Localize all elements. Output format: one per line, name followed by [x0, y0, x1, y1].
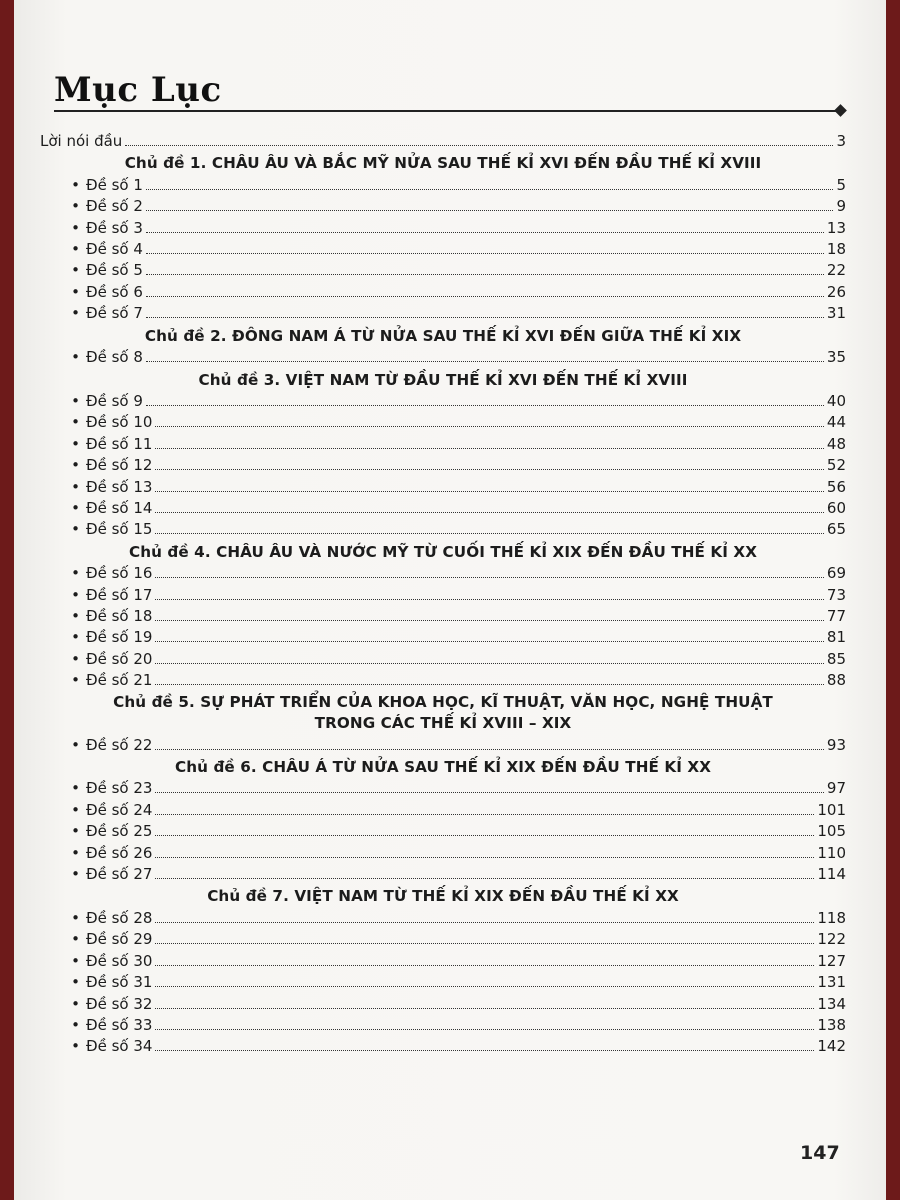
bullet-icon: •: [71, 994, 80, 1013]
toc-entry-label: Đề số 24: [86, 800, 153, 819]
toc-entry: [40, 347, 846, 368]
chapter-heading-line: Chủ đề 6. CHÂU Á TỪ NỬA SAU THẾ KỈ XIX ĐẾN ĐẦU THẾ KỈ XX: [174, 757, 712, 776]
bullet-icon: •: [71, 930, 80, 949]
toc-chapter-heading: [40, 756, 846, 779]
toc-entry-label: Đề số 15: [86, 520, 153, 539]
toc-entry-page: 52: [826, 456, 846, 475]
bullet-icon: •: [71, 779, 80, 798]
toc-entry-page: 101: [817, 800, 846, 819]
bullet-icon: •: [71, 628, 80, 647]
bullet-icon: •: [71, 348, 80, 367]
chapter-heading-line: Chủ đề 2. ĐÔNG NAM Á TỪ NỬA SAU THẾ KỈ XVI ĐẾN GIỮA THẾ KỈ XIX: [144, 326, 742, 345]
toc-entry-page: 142: [817, 1037, 846, 1056]
toc-entry-label: Đề số 32: [86, 994, 153, 1013]
toc-entry-page: 44: [826, 413, 846, 432]
toc-entry: [40, 908, 846, 929]
dot-leader: [155, 1017, 814, 1030]
bullet-icon: •: [71, 585, 80, 604]
book-page: [14, 0, 886, 1200]
toc-chapter-heading: [40, 325, 846, 348]
bullet-icon: •: [71, 261, 80, 280]
bullet-icon: •: [71, 822, 80, 841]
toc-entry: [40, 821, 846, 842]
toc-entry-page: 65: [826, 520, 846, 539]
bullet-icon: •: [71, 498, 80, 517]
toc-entry-label: Đề số 14: [86, 498, 153, 517]
toc-entry-page: 105: [817, 822, 846, 841]
toc-entry-page: 88: [826, 671, 846, 690]
dot-leader: [155, 737, 823, 750]
toc-entry-page: 56: [826, 477, 846, 496]
bullet-icon: •: [71, 649, 80, 668]
dot-leader: [155, 629, 823, 642]
toc-entry-label: Đề số 2: [86, 197, 143, 216]
dot-leader: [155, 974, 814, 987]
dot-leader: [155, 780, 823, 793]
toc-entry-page: 5: [836, 175, 846, 194]
toc-entry-label: Đề số 18: [86, 607, 153, 626]
toc-entry: [40, 563, 846, 584]
toc-entry: [40, 175, 846, 196]
toc-entry: [40, 649, 846, 670]
toc-entry-label: Đề số 7: [86, 304, 143, 323]
toc-chapter-heading: [40, 369, 846, 392]
toc-entry-page: 85: [826, 649, 846, 668]
toc-entry-label: Đề số 4: [86, 240, 143, 259]
dot-leader: [146, 220, 824, 233]
toc-entry-label: Đề số 31: [86, 973, 153, 992]
bullet-icon: •: [71, 735, 80, 754]
toc-entry-label: Đề số 13: [86, 477, 153, 496]
toc-entry-page: 3: [836, 132, 846, 150]
toc-entry: [40, 131, 846, 152]
bullet-icon: •: [71, 240, 80, 259]
bullet-icon: •: [71, 951, 80, 970]
dot-leader: [146, 262, 824, 275]
dot-leader: [155, 565, 823, 578]
toc-entry: [40, 498, 846, 519]
dot-leader: [155, 672, 823, 685]
dot-leader: [125, 133, 833, 146]
toc-entry-label: Đề số 22: [86, 735, 153, 754]
toc-entry-label: Đề số 17: [86, 585, 153, 604]
toc-entry-page: 110: [817, 843, 846, 862]
toc-entry: [40, 477, 846, 498]
dot-leader: [155, 587, 823, 600]
toc-entry: [40, 778, 846, 799]
bullet-icon: •: [71, 607, 80, 626]
chapter-heading-line: TRONG CÁC THẾ KỈ XVIII – XIX: [314, 714, 572, 733]
toc-entry-page: 31: [826, 304, 846, 323]
toc-entry: [40, 239, 846, 260]
toc-entry-page: 77: [826, 607, 846, 626]
book-cover-edge-left: [0, 0, 14, 1200]
chapter-heading-line: Chủ đề 1. CHÂU ÂU VÀ BẮC MỸ NỬA SAU THẾ KỈ XVI ĐẾN ĐẦU THẾ KỈ XVIII: [124, 154, 762, 173]
bullet-icon: •: [71, 800, 80, 819]
dot-leader: [155, 866, 814, 879]
book-cover-edge-right: [886, 0, 900, 1200]
toc-entry-page: 127: [817, 951, 846, 970]
toc-entry: [40, 282, 846, 303]
toc-entry-label: Đề số 34: [86, 1037, 153, 1056]
dot-leader: [155, 910, 814, 923]
dot-leader: [155, 436, 823, 449]
toc-entry-label: Đề số 9: [86, 392, 143, 411]
toc-entry-label: Đề số 16: [86, 564, 153, 583]
toc-entry-page: 131: [817, 973, 846, 992]
table-of-contents: [40, 131, 846, 1058]
dot-leader: [155, 823, 814, 836]
toc-entry: [40, 627, 846, 648]
toc-entry-page: 9: [836, 197, 846, 216]
dot-leader: [155, 500, 823, 513]
toc-entry: [40, 800, 846, 821]
dot-leader: [146, 349, 824, 362]
toc-entry-page: 48: [826, 434, 846, 453]
toc-entry-label: Đề số 19: [86, 628, 153, 647]
bullet-icon: •: [71, 413, 80, 432]
toc-entry: [40, 519, 846, 540]
bullet-icon: •: [71, 865, 80, 884]
dot-leader: [155, 996, 814, 1009]
bullet-icon: •: [71, 477, 80, 496]
toc-entry-label: Đề số 8: [86, 348, 143, 367]
toc-entry-label: Đề số 21: [86, 671, 153, 690]
dot-leader: [155, 802, 814, 815]
toc-chapter-heading: [40, 885, 846, 908]
bullet-icon: •: [71, 304, 80, 323]
toc-entry: [40, 864, 846, 885]
bullet-icon: •: [71, 282, 80, 301]
page-number: 147: [800, 1142, 840, 1164]
toc-entry: [40, 260, 846, 281]
toc-entry-label: Đề số 1: [86, 175, 143, 194]
toc-chapter-heading: [40, 541, 846, 564]
toc-entry: [40, 972, 846, 993]
dot-leader: [155, 845, 814, 858]
chapter-heading-line: Chủ đề 5. SỰ PHÁT TRIỂN CỦA KHOA HỌC, KĨ THUẬT, VĂN HỌC, NGHỆ THUẬT: [113, 692, 773, 711]
bullet-icon: •: [71, 197, 80, 216]
dot-leader: [155, 608, 823, 621]
toc-entry: [40, 670, 846, 691]
dot-leader: [146, 393, 824, 406]
toc-entry-page: 40: [826, 392, 846, 411]
title-rule: [54, 110, 842, 112]
toc-entry-page: 60: [826, 498, 846, 517]
toc-entry: [40, 1036, 846, 1057]
toc-chapter-heading: [40, 152, 846, 175]
bullet-icon: •: [71, 671, 80, 690]
toc-entry-page: 13: [826, 218, 846, 237]
dot-leader: [155, 1038, 814, 1051]
page-title: Mục Lục: [54, 70, 222, 110]
toc-entry-page: 97: [826, 779, 846, 798]
bullet-icon: •: [71, 218, 80, 237]
toc-entry-page: 134: [817, 994, 846, 1013]
toc-entry-label: Đề số 5: [86, 261, 143, 280]
bullet-icon: •: [71, 973, 80, 992]
toc-entry-page: 114: [817, 865, 846, 884]
toc-entry-label: Đề số 27: [86, 865, 153, 884]
dot-leader: [146, 241, 824, 254]
dot-leader: [146, 177, 834, 190]
bullet-icon: •: [71, 1037, 80, 1056]
toc-entry-label: Đề số 3: [86, 218, 143, 237]
toc-entry-label: Đề số 30: [86, 951, 153, 970]
toc-entry-page: 122: [817, 930, 846, 949]
toc-entry: [40, 196, 846, 217]
dot-leader: [155, 651, 823, 664]
dot-leader: [155, 457, 823, 470]
toc-entry: [40, 412, 846, 433]
toc-entry-label: Đề số 29: [86, 930, 153, 949]
toc-entry-label: Đề số 20: [86, 649, 153, 668]
toc-entry-page: 118: [817, 908, 846, 927]
rule-diamond-ornament: [834, 104, 847, 117]
toc-entry-label: Lời nói đầu: [40, 132, 123, 150]
toc-entry-page: 138: [817, 1015, 846, 1034]
chapter-heading-line: Chủ đề 3. VIỆT NAM TỪ ĐẦU THẾ KỈ XVI ĐẾN THẾ KỈ XVIII: [198, 370, 688, 389]
toc-entry-page: 18: [826, 240, 846, 259]
toc-entry: [40, 843, 846, 864]
toc-entry: [40, 606, 846, 627]
toc-entry-page: 73: [826, 585, 846, 604]
bullet-icon: •: [71, 520, 80, 539]
toc-entry-page: 22: [826, 261, 846, 280]
dot-leader: [146, 284, 824, 297]
bullet-icon: •: [71, 564, 80, 583]
toc-entry-page: 26: [826, 282, 846, 301]
toc-entry-page: 81: [826, 628, 846, 647]
chapter-heading-line: Chủ đề 7. VIỆT NAM TỪ THẾ KỈ XIX ĐẾN ĐẦU THẾ KỈ XX: [207, 887, 679, 906]
toc-chapter-heading: [40, 692, 846, 735]
toc-entry: [40, 1015, 846, 1036]
dot-leader: [146, 305, 824, 318]
dot-leader: [146, 198, 834, 211]
dot-leader: [155, 521, 823, 534]
toc-entry: [40, 455, 846, 476]
toc-entry-label: Đề số 33: [86, 1015, 153, 1034]
dot-leader: [155, 479, 823, 492]
toc-entry: [40, 303, 846, 324]
toc-entry: [40, 994, 846, 1015]
toc-entry: [40, 951, 846, 972]
toc-entry-label: Đề số 28: [86, 908, 153, 927]
dot-leader: [155, 414, 823, 427]
toc-entry-label: Đề số 6: [86, 282, 143, 301]
toc-entry-page: 35: [826, 348, 846, 367]
bullet-icon: •: [71, 392, 80, 411]
bullet-icon: •: [71, 908, 80, 927]
toc-entry: [40, 218, 846, 239]
toc-entry: [40, 929, 846, 950]
toc-entry: [40, 391, 846, 412]
toc-entry: [40, 585, 846, 606]
toc-entry-page: 93: [826, 735, 846, 754]
bullet-icon: •: [71, 1015, 80, 1034]
bullet-icon: •: [71, 843, 80, 862]
toc-entry-label: Đề số 10: [86, 413, 153, 432]
bullet-icon: •: [71, 175, 80, 194]
dot-leader: [155, 953, 814, 966]
chapter-heading-line: Chủ đề 4. CHÂU ÂU VÀ NƯỚC MỸ TỪ CUỐI THẾ KỈ XIX ĐẾN ĐẦU THẾ KỈ XX: [128, 542, 758, 561]
toc-entry: [40, 735, 846, 756]
dot-leader: [155, 931, 814, 944]
toc-entry-label: Đề số 25: [86, 822, 153, 841]
toc-entry-label: Đề số 11: [86, 434, 153, 453]
bullet-icon: •: [71, 456, 80, 475]
bullet-icon: •: [71, 434, 80, 453]
toc-entry-label: Đề số 12: [86, 456, 153, 475]
toc-entry: [40, 434, 846, 455]
toc-entry-label: Đề số 23: [86, 779, 153, 798]
toc-entry-label: Đề số 26: [86, 843, 153, 862]
toc-entry-page: 69: [826, 564, 846, 583]
